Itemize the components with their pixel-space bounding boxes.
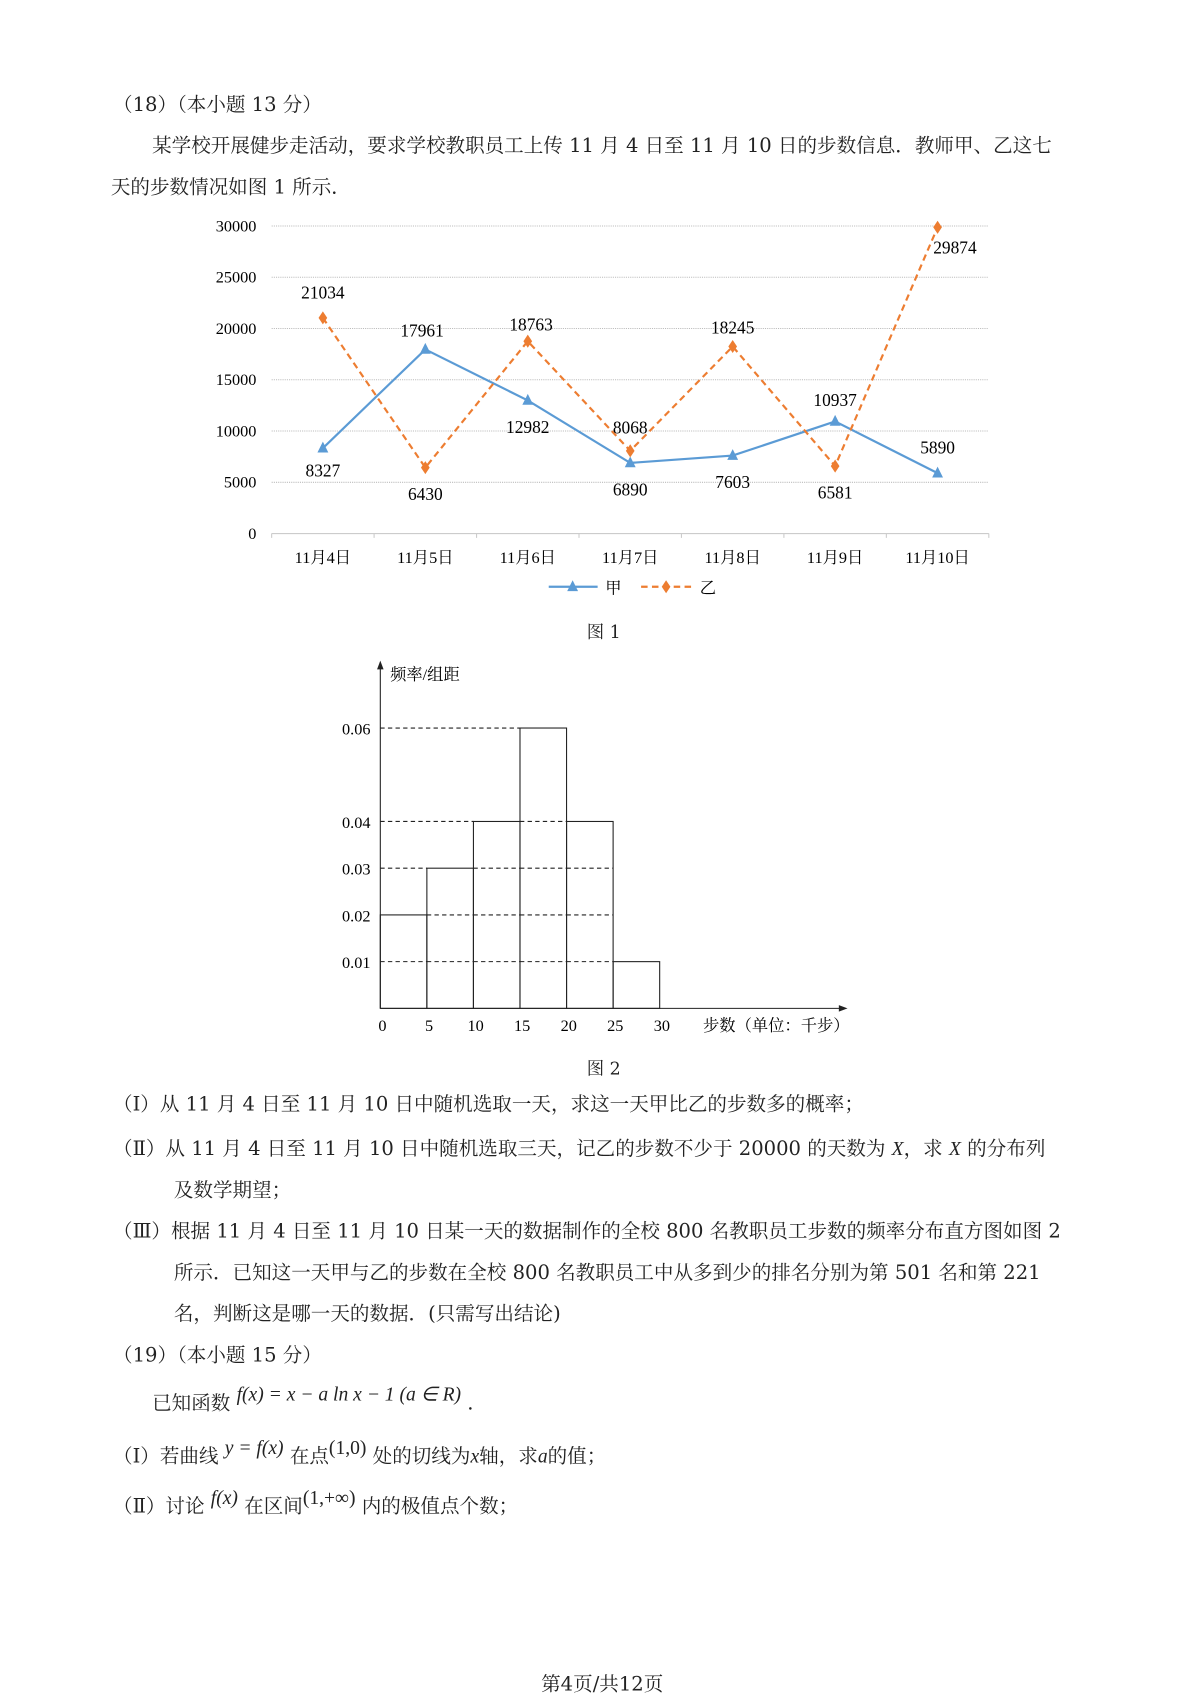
q18-part2-cont: 及数学期望； <box>173 1178 292 1202</box>
text: 的分布列 <box>967 1137 1046 1161</box>
x-tick-label: 11月5日 <box>397 547 454 567</box>
data-label: 8068 <box>612 418 648 438</box>
x-tick-label: 10 <box>467 1016 484 1036</box>
y-tick-label: 0 <box>248 523 257 543</box>
y-tick-label: 5000 <box>223 472 257 492</box>
histogram-bar <box>613 962 660 1009</box>
figure-2-caption: 图 2 <box>586 1058 621 1079</box>
x-tick-label: 20 <box>560 1016 577 1036</box>
q18-part1: （Ⅰ）从 11 月 4 日至 11 月 10 日中随机选取一天，求这一天甲比乙的步数多的概率； <box>113 1093 864 1116</box>
histogram-bar <box>427 868 474 1008</box>
x-tick-label: 11月8日 <box>704 547 761 567</box>
math-var: X <box>948 1137 961 1160</box>
y-tick-label: 15000 <box>215 370 257 390</box>
q18-intro-cont: 天的步数情况如图 1 所示． <box>110 176 351 199</box>
line-chart-steps <box>0 206 1200 619</box>
data-label: 7603 <box>715 473 751 493</box>
data-label: 6581 <box>817 483 853 503</box>
math-eq: y = f(x) <box>224 1436 284 1459</box>
text: 在区间 <box>244 1495 303 1518</box>
data-label: 5890 <box>920 438 955 458</box>
q19-part2 <box>113 1486 519 1519</box>
y-tick-label: 0.02 <box>342 906 371 926</box>
y-tick-label: 25000 <box>215 267 257 287</box>
q19-part1 <box>113 1436 607 1469</box>
q18-header: （18）（本小题 13 分） <box>113 93 322 117</box>
y-tick-label: 0.01 <box>342 953 371 973</box>
text: （Ⅰ）若曲线 <box>113 1445 219 1468</box>
x-axis-label: 步数（单位：千步） <box>703 1016 850 1036</box>
x-tick-label: 25 <box>607 1016 624 1036</box>
x-tick-label: 11月4日 <box>294 547 352 567</box>
q18-part3-cont2: 名，判断这是哪一天的数据．(只需写出结论) <box>173 1302 561 1326</box>
y-axis-label: 频率/组距 <box>390 665 460 685</box>
x-tick-label: 15 <box>514 1016 531 1036</box>
y-tick-label: 0.03 <box>342 859 371 879</box>
text: ，求 <box>903 1137 943 1161</box>
math-var: X <box>891 1137 904 1160</box>
x-tick-label: 30 <box>653 1016 670 1036</box>
data-label: 8327 <box>305 461 341 481</box>
histogram-steps <box>0 652 1200 1049</box>
data-label: 17961 <box>400 321 444 341</box>
data-label: 18763 <box>509 315 553 335</box>
math-var: a <box>537 1445 548 1467</box>
text: 在点 <box>289 1445 329 1468</box>
y-tick-label: 0.04 <box>342 812 371 832</box>
data-label: 10937 <box>813 391 857 411</box>
figure-1-caption: 图 1 <box>586 621 621 643</box>
data-point-triangle <box>830 415 841 426</box>
text: 的值； <box>547 1445 607 1468</box>
q19-intro: 已知函数 f(x) = x − a ln x − 1 (a ∈ R) . <box>152 1383 474 1415</box>
data-point-diamond <box>933 221 942 234</box>
text: 内的极值点个数； <box>361 1495 519 1518</box>
math-function: f(x) = x − a ln x − 1 (a ∈ R) <box>236 1383 462 1405</box>
data-point-triangle <box>420 343 431 354</box>
data-label: 18245 <box>710 318 755 338</box>
data-label: 12982 <box>506 418 550 438</box>
y-axis-arrow-icon <box>377 661 384 670</box>
text: 已知函数 <box>152 1391 231 1415</box>
legend-marker-diamond <box>662 580 671 593</box>
y-tick-label: 10000 <box>215 421 257 441</box>
data-label: 6890 <box>612 480 648 500</box>
q19-header: （19）（本小题 15 分） <box>113 1344 322 1367</box>
page-footer: 第4页/共12页 <box>541 1673 664 1697</box>
x-tick-label: 11月9日 <box>806 547 864 567</box>
legend-label: 甲 <box>605 578 622 598</box>
x-tick-label: 11月10日 <box>905 547 970 567</box>
data-point-diamond <box>626 444 635 457</box>
text: 轴，求 <box>479 1445 538 1468</box>
x-axis-arrow-icon <box>839 1005 848 1012</box>
math-function: f(x) <box>210 1486 238 1509</box>
data-label: 29874 <box>933 238 977 258</box>
y-tick-label: 20000 <box>215 318 257 338</box>
q18-part2 <box>113 1137 1045 1162</box>
math-interval: (1,+∞) <box>302 1486 356 1509</box>
x-tick-label: 11月7日 <box>602 547 659 567</box>
data-label: 21034 <box>301 283 345 303</box>
text: （Ⅱ）讨论 <box>113 1495 205 1518</box>
y-tick-label: 0.06 <box>342 719 371 739</box>
q18-intro: 某学校开展健步走活动，要求学校教职员工上传 11 月 4 日至 11 月 10 日的步数信息．教师甲、乙这七 <box>152 134 1052 158</box>
math-var: x <box>470 1445 480 1467</box>
math-point: (1,0) <box>328 1436 367 1459</box>
data-point-diamond <box>831 460 840 473</box>
y-tick-label: 30000 <box>215 216 257 236</box>
q18-part3-cont: 所示．已知这一天甲与乙的步数在全校 800 名教职员工中从多到少的排名分别为第 501 名和第 221 <box>173 1261 1041 1285</box>
data-label: 6430 <box>407 485 443 505</box>
x-tick-label: 0 <box>378 1016 387 1036</box>
x-tick-label: 5 <box>424 1016 434 1036</box>
legend-label: 乙 <box>699 578 717 598</box>
text: （Ⅱ）从 11 月 4 日至 11 月 10 日中随机选取三天，记乙的步数不少于 20000 的天数为 <box>113 1137 886 1161</box>
q18-part3: （Ⅲ）根据 11 月 4 日至 11 月 10 日某一天的数据制作的全校 800 名教职员工步数的频率分布直方图如图 2 <box>113 1220 1061 1244</box>
x-tick-label: 11月6日 <box>499 547 556 567</box>
text: 处的切线为 <box>372 1445 471 1468</box>
